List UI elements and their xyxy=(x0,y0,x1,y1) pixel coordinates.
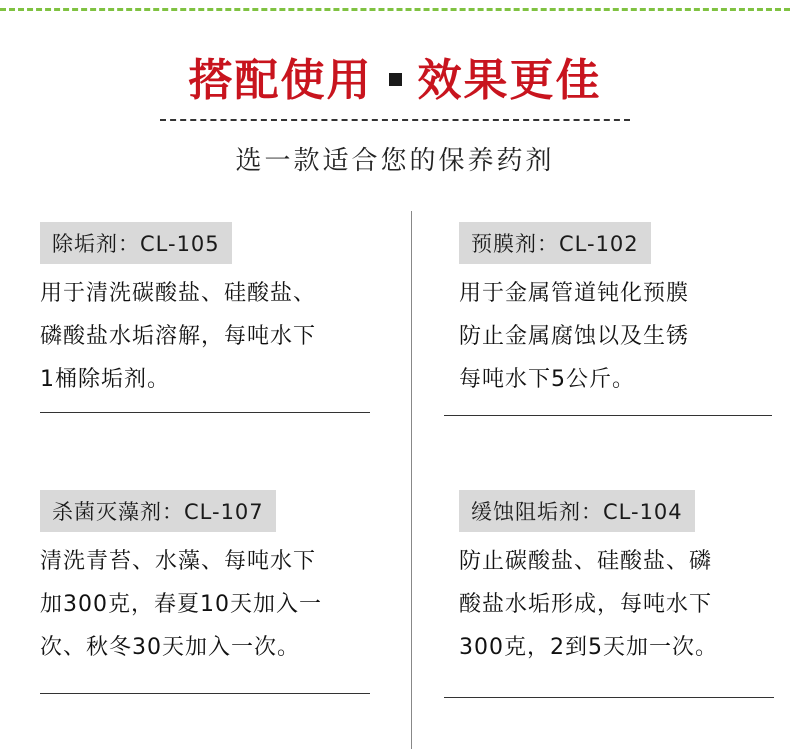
description-line: 磷酸盐水垢溶解，每吨水下 xyxy=(40,324,317,349)
column-divider xyxy=(411,211,412,749)
card-underline xyxy=(444,415,772,416)
product-card-cl105 xyxy=(40,222,380,401)
product-label: 缓蚀阻垢剂：CL-104 xyxy=(459,490,695,532)
page-title xyxy=(0,44,790,108)
product-label: 除垢剂：CL-105 xyxy=(40,222,232,264)
product-label: 预膜剂：CL-102 xyxy=(459,222,651,264)
description-line: 清洗青苔、水藻、每吨水下 xyxy=(40,549,317,574)
product-label: 杀菌灭藻剂：CL-107 xyxy=(40,490,276,532)
description-line: 用于金属管道钝化预膜 xyxy=(459,281,690,306)
description-line: 酸盐水垢形成，每吨水下 xyxy=(459,592,713,617)
title-left: 搭配使用 xyxy=(188,55,373,106)
card-underline xyxy=(444,697,774,698)
description-line: 每吨水下5公斤。 xyxy=(459,367,635,392)
card-underline xyxy=(40,693,370,694)
title-right: 效果更佳 xyxy=(417,55,602,106)
product-card-cl102 xyxy=(459,222,790,401)
title-separator-dot xyxy=(389,73,402,86)
description-line: 次、秋冬30天加入一次。 xyxy=(40,635,300,660)
top-dashed-border xyxy=(0,8,790,11)
product-description xyxy=(40,540,380,669)
description-line: 1桶除垢剂。 xyxy=(40,367,170,392)
description-line: 用于清洗碳酸盐、硅酸盐、 xyxy=(40,281,317,306)
description-line: 加300克，春夏10天加入一 xyxy=(40,592,322,617)
description-line: 防止金属腐蚀以及生锈 xyxy=(459,324,690,349)
product-description xyxy=(40,272,380,401)
product-description xyxy=(459,272,790,401)
product-description xyxy=(459,540,790,669)
product-card-cl107 xyxy=(40,490,380,669)
title-dashed-divider xyxy=(160,119,630,121)
page-subtitle: 选一款适合您的保养药剂 xyxy=(235,146,555,176)
product-card-cl104 xyxy=(459,490,790,669)
description-line: 300克，2到5天加一次。 xyxy=(459,635,718,660)
description-line: 防止碳酸盐、硅酸盐、磷 xyxy=(459,549,713,574)
card-underline xyxy=(40,412,370,413)
